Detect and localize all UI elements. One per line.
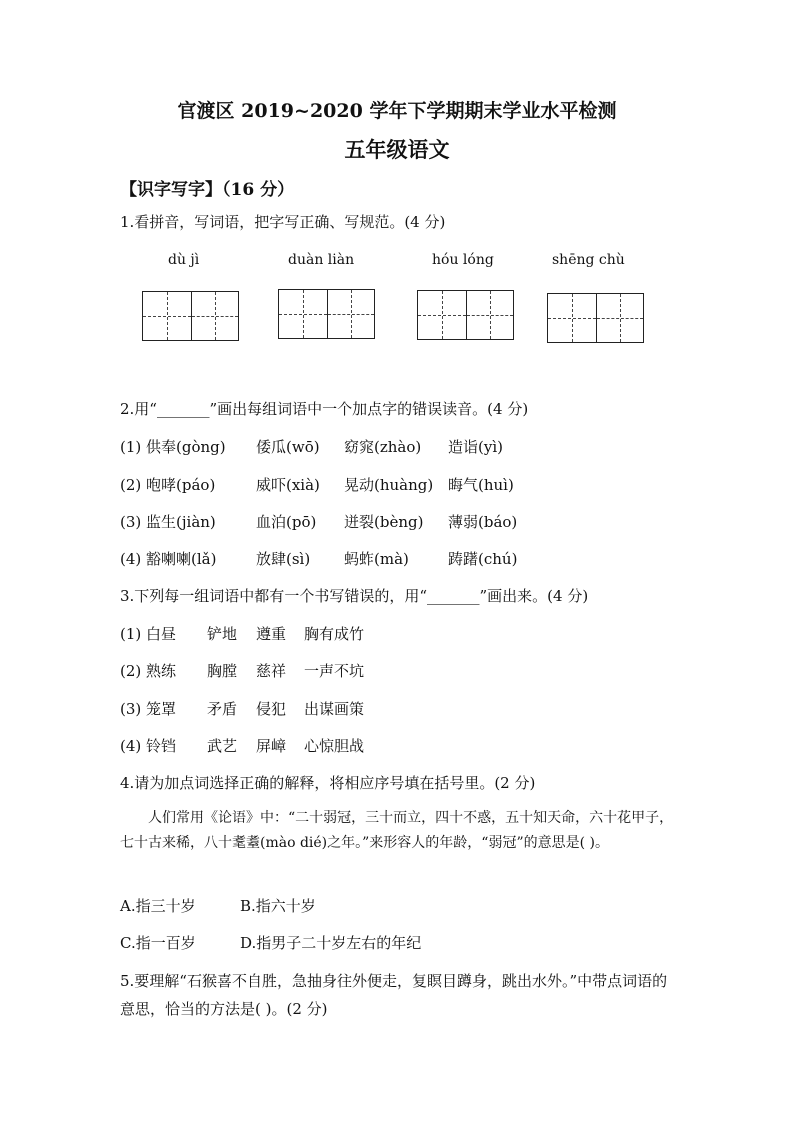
q2-row1-b: 倭瓜(wō): [256, 438, 320, 456]
q2-row2-a: (2) 咆哮(páo): [120, 476, 216, 494]
q4-option-c: C.指一百岁: [120, 934, 196, 952]
question-4: 4.请为加点词选择正确的解释，将相应序号填在括号里。(2 分): [120, 774, 536, 792]
q3-row3-d: 出谋画策: [304, 700, 365, 718]
writing-grid-3[interactable]: [417, 290, 514, 340]
q3-row3-c: 侵犯: [256, 700, 287, 718]
question-1: 1.看拼音，写词语，把字写正确、写规范。(4 分): [120, 213, 446, 231]
q2-row2-d: 晦气(huì): [448, 476, 514, 494]
q2-row1-c: 窈窕(zhào): [344, 438, 422, 456]
question-5: 5.要理解“石猴喜不自胜，急抽身往外便走，复瞑目蹲身，跳出水外。”中带点词语的意思，恰当的方法是( )。(2 分): [120, 972, 668, 1018]
q4-option-a: A.指三十岁: [120, 897, 196, 915]
q3-row2-b: 胸膛: [207, 662, 238, 680]
writing-grid-2[interactable]: [278, 289, 375, 339]
q2-row2-c: 晃动(huàng): [344, 476, 434, 494]
q2-row4-c: 蚂蚱(mà): [344, 550, 409, 568]
exam-title: 官渡区 2019~2020 学年下学期期末学业水平检测: [177, 100, 617, 122]
section-heading: 【识字写字】（16 分）: [120, 180, 295, 200]
q4-passage: [120, 806, 680, 856]
q3-row4-b: 武艺: [207, 737, 238, 755]
pinyin-1: dù jì: [168, 252, 200, 268]
q4-passage-text: 人们常用《论语》中：“二十弱冠，三十而立，四十不惑，五十知天命，六十花甲子，七十古来稀，八十耄耋(mào dié)之年。”来形容人的年龄，“弱冠”的意思是( )。: [120, 810, 674, 851]
q3-row4-d: 心惊胆战: [304, 737, 365, 755]
question-3: 3.下列每一组词语中都有一个书写错误的，用“_______”画出来。(4 分): [120, 587, 589, 605]
q3-row2-c: 慈祥: [256, 662, 287, 680]
q2-row2-b: 威吓(xià): [256, 476, 320, 494]
q2-row4-a: (4) 豁喇喇(lǎ): [120, 550, 217, 568]
q2-row1-a: (1) 供奉(gòng): [120, 438, 226, 456]
q2-row4-d: 踌躇(chú): [448, 550, 518, 568]
q2-row3-a: (3) 监生(jiàn): [120, 513, 216, 531]
q4-option-b: B.指六十岁: [240, 897, 316, 915]
q2-row3-d: 薄弱(báo): [448, 513, 518, 531]
q4-option-d: D.指男子二十岁左右的年纪: [240, 934, 422, 952]
q3-row4-c: 屏嶂: [256, 737, 287, 755]
q3-row1-c: 遵重: [256, 625, 287, 643]
writing-grid-4[interactable]: [547, 293, 644, 343]
pinyin-3: hóu lóng: [432, 252, 494, 268]
q3-row4-a: (4) 铃铛: [120, 737, 177, 755]
q2-row3-c: 迸裂(bèng): [344, 513, 424, 531]
pinyin-4: shēng chù: [552, 252, 625, 268]
q3-row3-b: 矛盾: [207, 700, 238, 718]
question-2: 2.用“_______”画出每组词语中一个加点字的错误读音。(4 分): [120, 400, 529, 418]
exam-subtitle: 五年级语文: [344, 137, 450, 162]
q3-row1-a: (1) 白昼: [120, 625, 177, 643]
q3-row1-d: 胸有成竹: [304, 625, 365, 643]
q3-row3-a: (3) 笼罩: [120, 700, 177, 718]
q2-row3-b: 血泊(pō): [256, 513, 317, 531]
q2-row1-d: 造诣(yì): [448, 438, 503, 456]
q3-row2-d: 一声不坑: [304, 662, 365, 680]
pinyin-2: duàn liàn: [288, 252, 355, 268]
writing-grid-1[interactable]: [142, 291, 239, 341]
q3-row2-a: (2) 熟练: [120, 662, 177, 680]
q2-row4-b: 放肆(sì): [256, 550, 311, 568]
q3-row1-b: 铲地: [207, 625, 238, 643]
